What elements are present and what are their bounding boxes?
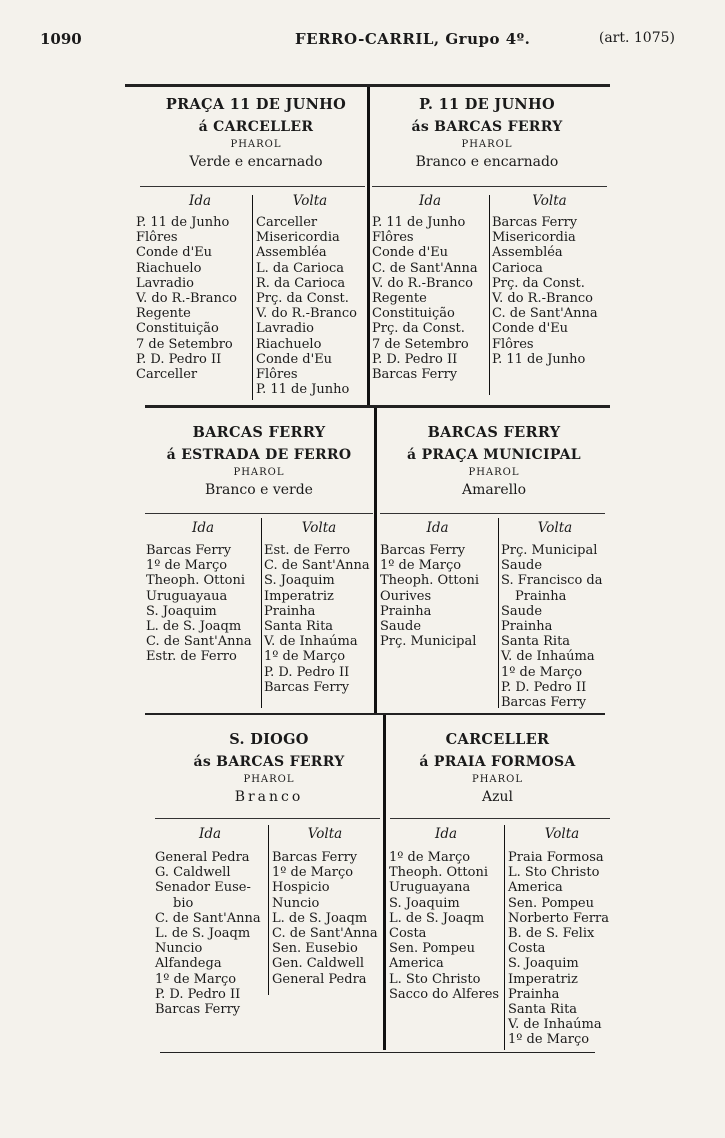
stop: Regente <box>136 306 191 322</box>
stop: V. do R.-Branco <box>256 306 357 322</box>
stop: Sacco do Alferes <box>389 986 500 1002</box>
stop: C. de Sant'Anna <box>146 634 252 650</box>
stop: Alfandega <box>155 956 222 972</box>
stop: Prç. Municipal <box>380 634 477 650</box>
stop: Flôres <box>256 366 298 382</box>
ida-volta-divider <box>261 518 262 708</box>
stop: Lavradio <box>256 321 314 337</box>
stop: Santa Rita <box>501 634 571 650</box>
stop: 1º de Março <box>264 649 346 665</box>
stop: America <box>389 956 444 972</box>
volta-heading: Volta <box>292 193 328 209</box>
pharol-label: PHAROL <box>233 467 285 478</box>
stop: V. do R.-Branco <box>136 290 237 306</box>
route-header <box>155 729 383 807</box>
pharol-label: PHAROL <box>461 139 513 150</box>
stop: Prainha <box>501 618 553 634</box>
stop: 1º de Março <box>501 664 583 680</box>
route-header <box>390 729 605 807</box>
ida-stop-list <box>146 543 252 665</box>
stop: Saude <box>501 558 543 574</box>
ida-volta-divider <box>504 825 505 1050</box>
ida-stop-list <box>389 850 499 1002</box>
stop: Constituição <box>372 306 455 322</box>
stop: P. 11 de Junho <box>372 215 466 230</box>
stop: Prainha <box>380 603 432 619</box>
stop: V. de Inhaúma <box>264 634 358 650</box>
stop: Misericordia <box>256 230 340 246</box>
stop: S. Joaquim <box>146 603 217 619</box>
section-rule <box>155 818 380 819</box>
stop: S. Joaquim <box>264 573 335 589</box>
route-header <box>145 94 367 172</box>
stop: Imperatriz <box>508 971 578 987</box>
stop: Barcas Ferry <box>264 679 350 695</box>
route-name: P. 11 DE JUNHO <box>419 96 555 113</box>
stop: 7 de Setembro <box>136 336 233 352</box>
route-header <box>145 422 373 500</box>
pharol-colors: Azul <box>482 789 513 805</box>
stop: Saude <box>380 618 422 634</box>
stop: Barcas Ferry <box>272 850 358 865</box>
section-rule <box>390 818 610 819</box>
stop: Prç. da Const. <box>492 275 585 291</box>
route-destination: á PRAÇA MUNICIPAL <box>407 447 581 463</box>
stop: 1º de Março <box>380 558 462 574</box>
ida-stop-list <box>136 215 237 382</box>
stop: C. de Sant'Anna <box>155 910 261 926</box>
pharol-label: PHAROL <box>471 774 524 785</box>
volta-stop-list <box>501 543 603 710</box>
volta-stop-list <box>264 543 370 695</box>
stop: L. Sto Christo <box>508 865 600 881</box>
ida-volta-divider <box>498 518 499 708</box>
stop: America <box>508 880 563 896</box>
route-header <box>372 94 602 172</box>
stop: Est. de Ferro <box>264 543 351 558</box>
stop: S. Joaquim <box>508 956 579 972</box>
pharol-colors: Branco e verde <box>205 482 313 498</box>
stop: Sen. Pompeu <box>508 895 594 911</box>
volta-stop-list <box>508 850 609 1047</box>
section-rule <box>380 513 605 514</box>
route-destination: á ESTRADA DE FERRO <box>166 447 352 463</box>
route-name: BARCAS FERRY <box>192 424 326 441</box>
stop: Riachuelo <box>136 260 202 276</box>
stop: Costa <box>508 941 546 957</box>
stop: V. do R.-Branco <box>372 275 473 291</box>
stop: Carceller <box>256 215 318 230</box>
pharol-label: PHAROL <box>243 774 295 785</box>
volta-stop-list <box>492 215 598 367</box>
stop: B. de S. Felix <box>508 925 595 941</box>
stop: Prç. da Const. <box>256 290 349 306</box>
stop: Prç. Municipal <box>501 543 598 558</box>
ida-heading: Ida <box>188 193 212 209</box>
stop: V. do R.-Branco <box>492 290 593 306</box>
route-header <box>380 422 608 500</box>
stop: Conde d'Eu <box>492 321 569 337</box>
stop: Riachuelo <box>256 336 322 352</box>
volta-heading: Volta <box>544 826 580 842</box>
stop: Carceller <box>136 366 198 382</box>
stop: 1º de Março <box>155 971 237 987</box>
stop: Barcas Ferry <box>501 694 587 710</box>
stop: P. D. Pedro II <box>155 986 241 1002</box>
stop: L. de S. Joaqm <box>272 910 368 926</box>
stop: Flôres <box>372 230 414 246</box>
stop: Assembléa <box>492 245 563 261</box>
column-divider-3 <box>383 715 386 1050</box>
page-number: 1090 <box>40 30 82 48</box>
stop: Theoph. Ottoni <box>380 573 479 589</box>
stop: Conde d'Eu <box>136 245 213 261</box>
ida-volta-divider <box>489 195 490 395</box>
stop: Prainha <box>515 588 567 604</box>
stop: Ourives <box>380 588 432 604</box>
route-name: CARCELLER <box>445 731 550 748</box>
stop: S. Joaquim <box>389 895 460 911</box>
route-destination: á PRAIA FORMOSA <box>419 754 576 770</box>
section-rule <box>140 186 365 187</box>
pharol-label: PHAROL <box>468 467 520 478</box>
stop: Uruguayaua <box>146 588 228 604</box>
stop: Carioca <box>492 260 543 276</box>
section-rule <box>372 186 607 187</box>
stop: 7 de Setembro <box>372 336 469 352</box>
stop: Barcas Ferry <box>372 366 458 382</box>
ida-stop-list <box>155 850 261 1017</box>
row-divider-1 <box>145 405 610 408</box>
stop: Gen. Caldwell <box>272 956 365 972</box>
route-destination: ás BARCAS FERRY <box>193 754 345 770</box>
stop: C. de Sant'Anna <box>264 558 370 574</box>
ida-heading: Ida <box>198 826 222 842</box>
stop: Prainha <box>508 986 560 1002</box>
stop: 1º de Março <box>272 865 354 881</box>
stop: Sen. Eusebio <box>272 941 358 957</box>
stop: Flôres <box>136 230 178 246</box>
stop: Sen. Pompeu <box>389 941 475 957</box>
stop: Conde d'Eu <box>256 351 333 367</box>
stop: Praia Formosa <box>508 850 604 865</box>
stop: Uruguayana <box>389 880 471 896</box>
ida-heading: Ida <box>418 193 442 209</box>
stop: L. de S. Joaqm <box>155 925 251 941</box>
stop: V. de Inhaúma <box>508 1017 602 1033</box>
volta-stop-list <box>256 215 357 397</box>
stop: Constituição <box>136 321 219 337</box>
ida-stop-list <box>380 543 479 649</box>
ida-volta-divider <box>268 825 269 995</box>
stop: S. Francisco da <box>501 573 603 589</box>
stop: 1º de Março <box>146 558 228 574</box>
bottom-rule <box>160 1052 595 1053</box>
volta-heading: Volta <box>301 520 337 536</box>
stop: 1º de Março <box>508 1032 590 1048</box>
stop: Hospicio <box>272 880 330 896</box>
stop: Santa Rita <box>508 1001 578 1017</box>
volta-heading: Volta <box>307 826 343 842</box>
stop: General Pedra <box>155 850 250 865</box>
stop: C. de Sant'Anna <box>492 306 598 322</box>
stop: Nuncio <box>272 895 320 911</box>
volta-heading: Volta <box>537 520 573 536</box>
stop: P. 11 de Junho <box>492 351 586 367</box>
stop: Prç. da Const. <box>372 321 465 337</box>
route-destination: ás BARCAS FERRY <box>411 119 563 135</box>
route-name: PRAÇA 11 DE JUNHO <box>165 96 347 113</box>
volta-heading: Volta <box>532 193 567 209</box>
stop: L. de S. Joaqm <box>389 910 485 926</box>
stop: G. Caldwell <box>155 865 231 881</box>
section-rule <box>145 513 373 514</box>
ida-heading: Ida <box>426 520 449 536</box>
pharol-colors: Verde e encarnado <box>189 154 323 170</box>
pharol-label: PHAROL <box>230 139 282 150</box>
stop: Barcas Ferry <box>380 543 466 558</box>
stop: Santa Rita <box>264 618 334 634</box>
stop: L. de S. Joaqm <box>146 618 242 634</box>
ida-stop-list <box>372 215 478 382</box>
stop: L. da Carioca <box>256 260 345 276</box>
stop: Conde d'Eu <box>372 245 449 261</box>
stop: Saude <box>501 603 543 619</box>
stop: Barcas Ferry <box>155 1001 241 1017</box>
stop: Prainha <box>264 603 316 619</box>
stop: General Pedra <box>272 971 367 987</box>
stop: P. D. Pedro II <box>372 351 458 367</box>
route-name: S. DIOGO <box>229 731 309 748</box>
stop: bio <box>173 895 194 911</box>
stop: Misericordia <box>492 230 576 246</box>
page-title: FERRO-CARRIL, Grupo 4º. <box>295 30 531 48</box>
stop: P. 11 de Junho <box>136 215 230 230</box>
route-destination: á CARCELLER <box>198 119 314 135</box>
pharol-colors: Branco e encarnado <box>415 154 559 170</box>
stop: 1º de Março <box>389 850 471 865</box>
stop: P. D. Pedro II <box>264 664 350 680</box>
stop: Estr. de Ferro <box>146 649 237 665</box>
stop: Regente <box>372 290 427 306</box>
ida-heading: Ida <box>191 520 215 536</box>
stop: Costa <box>389 925 427 941</box>
volta-stop-list <box>272 850 378 987</box>
stop: Theoph. Ottoni <box>389 865 488 881</box>
stop: P. D. Pedro II <box>136 351 222 367</box>
route-name: BARCAS FERRY <box>427 424 561 441</box>
ida-heading: Ida <box>434 826 458 842</box>
stop: Assembléa <box>256 245 327 261</box>
stop: C. de Sant'Anna <box>272 925 378 941</box>
stop: Senador Euse- <box>155 880 251 896</box>
pharol-colors: Amarello <box>461 482 527 498</box>
column-divider-2 <box>374 408 377 713</box>
stop: Flôres <box>492 336 534 352</box>
column-divider-1 <box>367 87 370 405</box>
stop: L. Sto Christo <box>389 971 481 987</box>
stop: V. de Inhaúma <box>501 649 595 665</box>
stop: Barcas Ferry <box>492 215 578 230</box>
row-divider-2 <box>145 713 605 715</box>
page-header <box>40 30 675 52</box>
pharol-colors: Branco <box>234 789 304 805</box>
stop: R. da Carioca <box>256 275 346 291</box>
stop: Theoph. Ottoni <box>146 573 245 589</box>
stop: P. D. Pedro II <box>501 679 587 695</box>
ida-volta-divider <box>252 195 253 400</box>
stop: Norberto Ferra <box>508 910 610 926</box>
stop: P. 11 de Junho <box>256 382 350 398</box>
stop: C. de Sant'Anna <box>372 260 478 276</box>
stop: Barcas Ferry <box>146 543 232 558</box>
stop: Lavradio <box>136 275 194 291</box>
article-reference: (art. 1075) <box>598 30 675 46</box>
stop: Imperatriz <box>264 588 334 604</box>
stop: Nuncio <box>155 941 203 957</box>
